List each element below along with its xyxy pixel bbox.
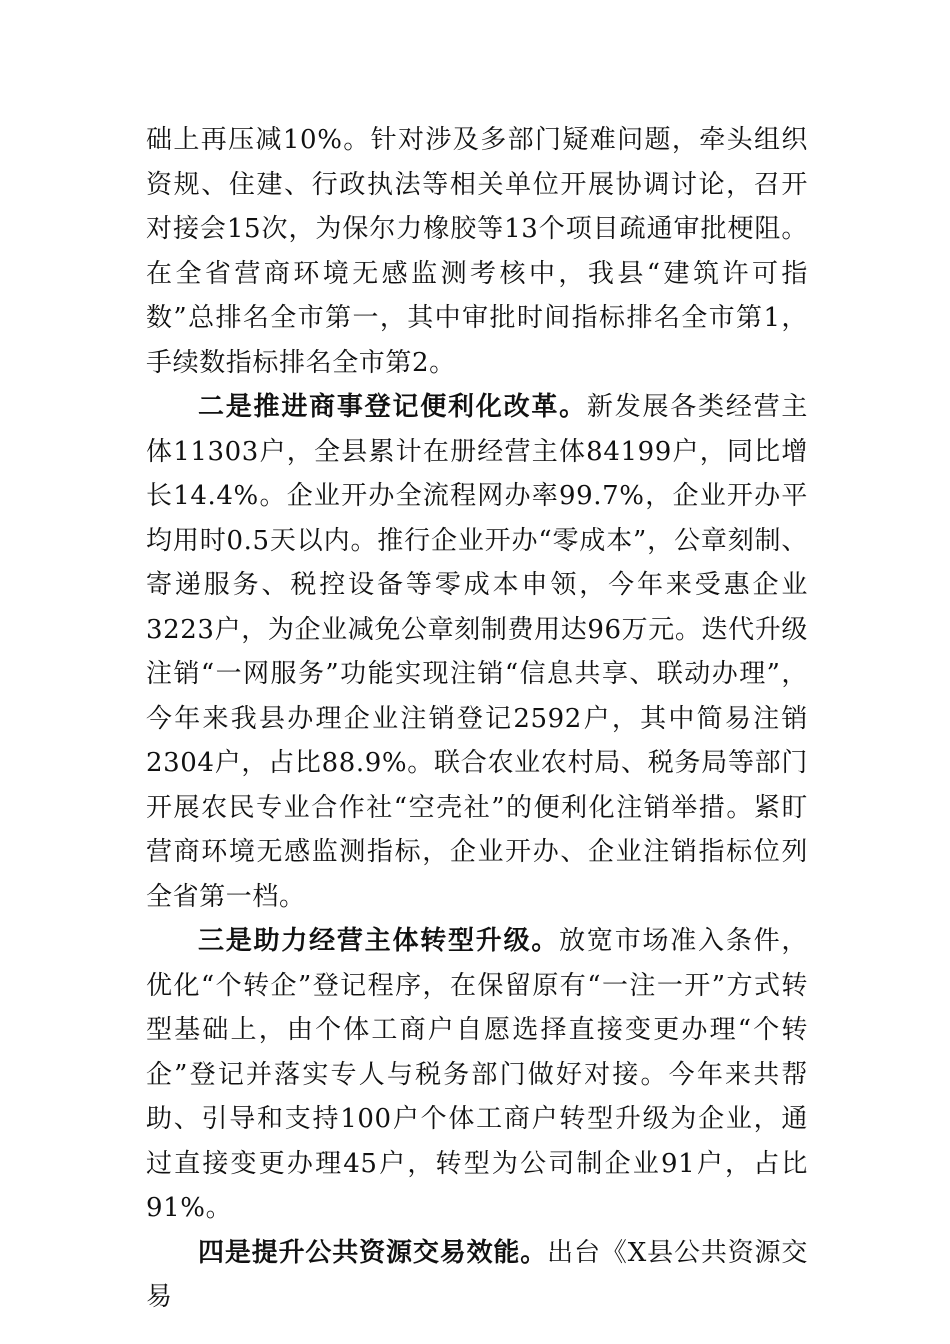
paragraph-entity-transformation — [146, 919, 808, 1231]
paragraph-text: 出台《X县公共资源交易 — [146, 1237, 808, 1312]
paragraph-text: 础上再压减10%。针对涉及多部门疑难问题，牵头组织资规、住建、行政执法等相关单位开展协调讨论，召开对接会15次，为保尔力橡胶等13个项目疏通审批梗阻。在全省营商环境无感监测考核中，我县“建筑许可指数”总排名全市第一，其中审批时间指标排名全市第1，手续数指标排名全市第2。 — [146, 125, 808, 378]
paragraph-approval-continuation — [146, 118, 808, 385]
paragraph-text: 新发展各类经营主体11303户，全县累计在册经营主体84199户，同比增长14.4%。企业开办全流程网办率99.7%，企业开办平均用时0.5天以内。推行企业开办“零成本”，公章刻制、寄递服务、税控设备等零成本申领，今年来受惠企业3223户，为企业减免公章刻制费用达96万元。迭代升级注销“一网服务”功能实现注销“信息共享、联动办理”，今年来我县办理企业注销登记2592户，其中简易注销2304户，占比88.9%。联合农业农村局、税务局等部门开展农民专业合作社“空壳社”的便利化注销举措。紧盯营商环境无感监测指标，企业开办、企业注销指标位列全省第一档。 — [146, 392, 808, 912]
document-body — [146, 118, 808, 1320]
paragraph-lead: 三是助力经营主体转型升级。 — [198, 926, 560, 956]
paragraph-business-registration — [146, 385, 808, 919]
paragraph-lead: 二是推进商事登记便利化改革。 — [198, 392, 587, 422]
paragraph-public-resource-trading — [146, 1231, 808, 1320]
paragraph-lead: 四是提升公共资源交易效能。 — [198, 1237, 548, 1268]
paragraph-text: 放宽市场准入条件，优化“个转企”登记程序，在保留原有“一注一开”方式转型基础上，由个体工商户自愿选择直接变更办理“个转企”登记并落实专人与税务部门做好对接。今年来共帮助、引导和支持100户个体工商户转型升级为企业，通过直接变更办理45户，转型为公司制企业91户，占比91%。 — [146, 926, 808, 1223]
